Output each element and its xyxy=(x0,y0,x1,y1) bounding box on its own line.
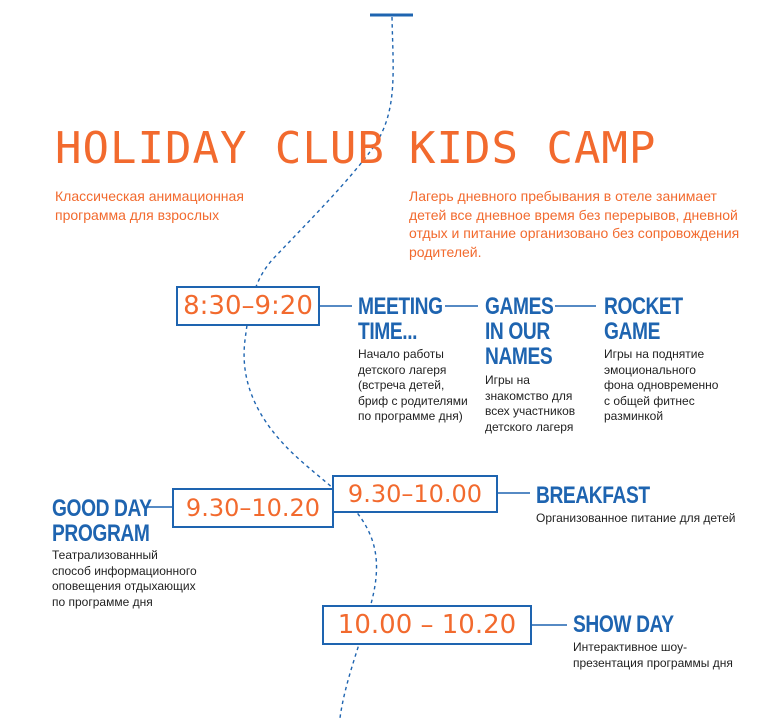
event-desc-line: Театрализованный xyxy=(52,548,158,562)
holiday-club-desc-line: программа для взрослых xyxy=(55,206,220,223)
event-desc-line: по программе дня) xyxy=(358,409,463,423)
holiday-club-description xyxy=(55,187,244,224)
time-box-0830-0920: 8:30–9:20 xyxy=(176,286,320,326)
event-desc-line: детского лагеря xyxy=(485,419,574,434)
event-meeting-description xyxy=(358,347,468,425)
event-breakfast-description xyxy=(536,511,735,527)
event-desc-line: по программе дня xyxy=(52,594,153,609)
kids-camp-description xyxy=(409,187,739,261)
event-desc-line: Начало работы xyxy=(358,347,444,361)
event-goodday-description xyxy=(52,548,197,610)
event-goodday-title xyxy=(52,496,152,546)
event-title-line: PROGRAM xyxy=(52,520,150,547)
event-desc-line: Интерактивное шоу- xyxy=(573,640,688,654)
kids-camp-desc-line: Лагерь дневного пребывания в отеле занимает xyxy=(409,188,717,204)
event-title-line: GOOD DAY xyxy=(52,495,152,522)
event-desc-line: эмоционального xyxy=(604,362,696,377)
kids-camp-title: KIDS CAMP xyxy=(409,123,657,174)
event-title-line: MEETING xyxy=(358,293,443,320)
event-rocket-description xyxy=(604,347,718,425)
kids-camp-desc-line: родителей. xyxy=(409,243,482,260)
kids-camp-desc-line: детей все дневное время без перерывов, дневной xyxy=(409,206,738,223)
event-games-description xyxy=(485,373,575,435)
event-rocket-title xyxy=(604,294,683,344)
event-desc-line: с общей фитнес xyxy=(604,393,695,408)
event-desc-line: бриф с родителями xyxy=(358,393,468,408)
event-desc-line: оповещения отдыхающих xyxy=(52,579,196,593)
event-title-line: NAMES xyxy=(485,343,553,370)
kids-camp-desc-line: отдых и питание организовано без сопровождения xyxy=(409,225,740,241)
event-desc-line: Игры на поднятие xyxy=(604,347,705,361)
event-desc-line: презентация программы дня xyxy=(573,655,733,670)
event-games-title xyxy=(485,294,553,369)
event-title-line: ROCKET xyxy=(604,293,683,320)
event-title-line: SHOW DAY xyxy=(573,611,674,638)
time-box-0930-1020: 9.30–10.20 xyxy=(172,488,334,528)
event-showday-description xyxy=(573,640,733,671)
event-title-line: GAMES xyxy=(485,293,554,320)
holiday-club-desc-line: Классическая анимационная xyxy=(55,188,244,204)
event-desc-line: разминкой xyxy=(604,409,664,423)
event-title-line: BREAKFAST xyxy=(536,482,650,509)
event-desc-line: фона одновременно xyxy=(604,378,719,392)
event-breakfast-title xyxy=(536,483,650,508)
event-title-line: TIME... xyxy=(358,318,418,345)
event-desc-line: всех участников xyxy=(485,404,576,418)
event-showday-title xyxy=(573,612,674,637)
time-box-1000-1020: 10.00 – 10.20 xyxy=(322,605,532,645)
event-desc-line: знакомство для xyxy=(485,388,573,403)
holiday-club-title: HOLIDAY CLUB xyxy=(55,123,385,174)
event-desc-line: детского лагеря xyxy=(358,362,447,377)
event-desc-line: способ информационного xyxy=(52,563,197,578)
time-box-0930-1000: 9.30–10.00 xyxy=(332,475,498,513)
event-desc-line: Организованное питание для детей xyxy=(536,511,736,525)
event-meeting-title xyxy=(358,294,443,344)
event-desc-line: Игры на xyxy=(485,373,530,387)
event-title-line: GAME xyxy=(604,318,660,345)
event-title-line: IN OUR xyxy=(485,318,550,345)
event-desc-line: (встреча детей, xyxy=(358,378,445,392)
